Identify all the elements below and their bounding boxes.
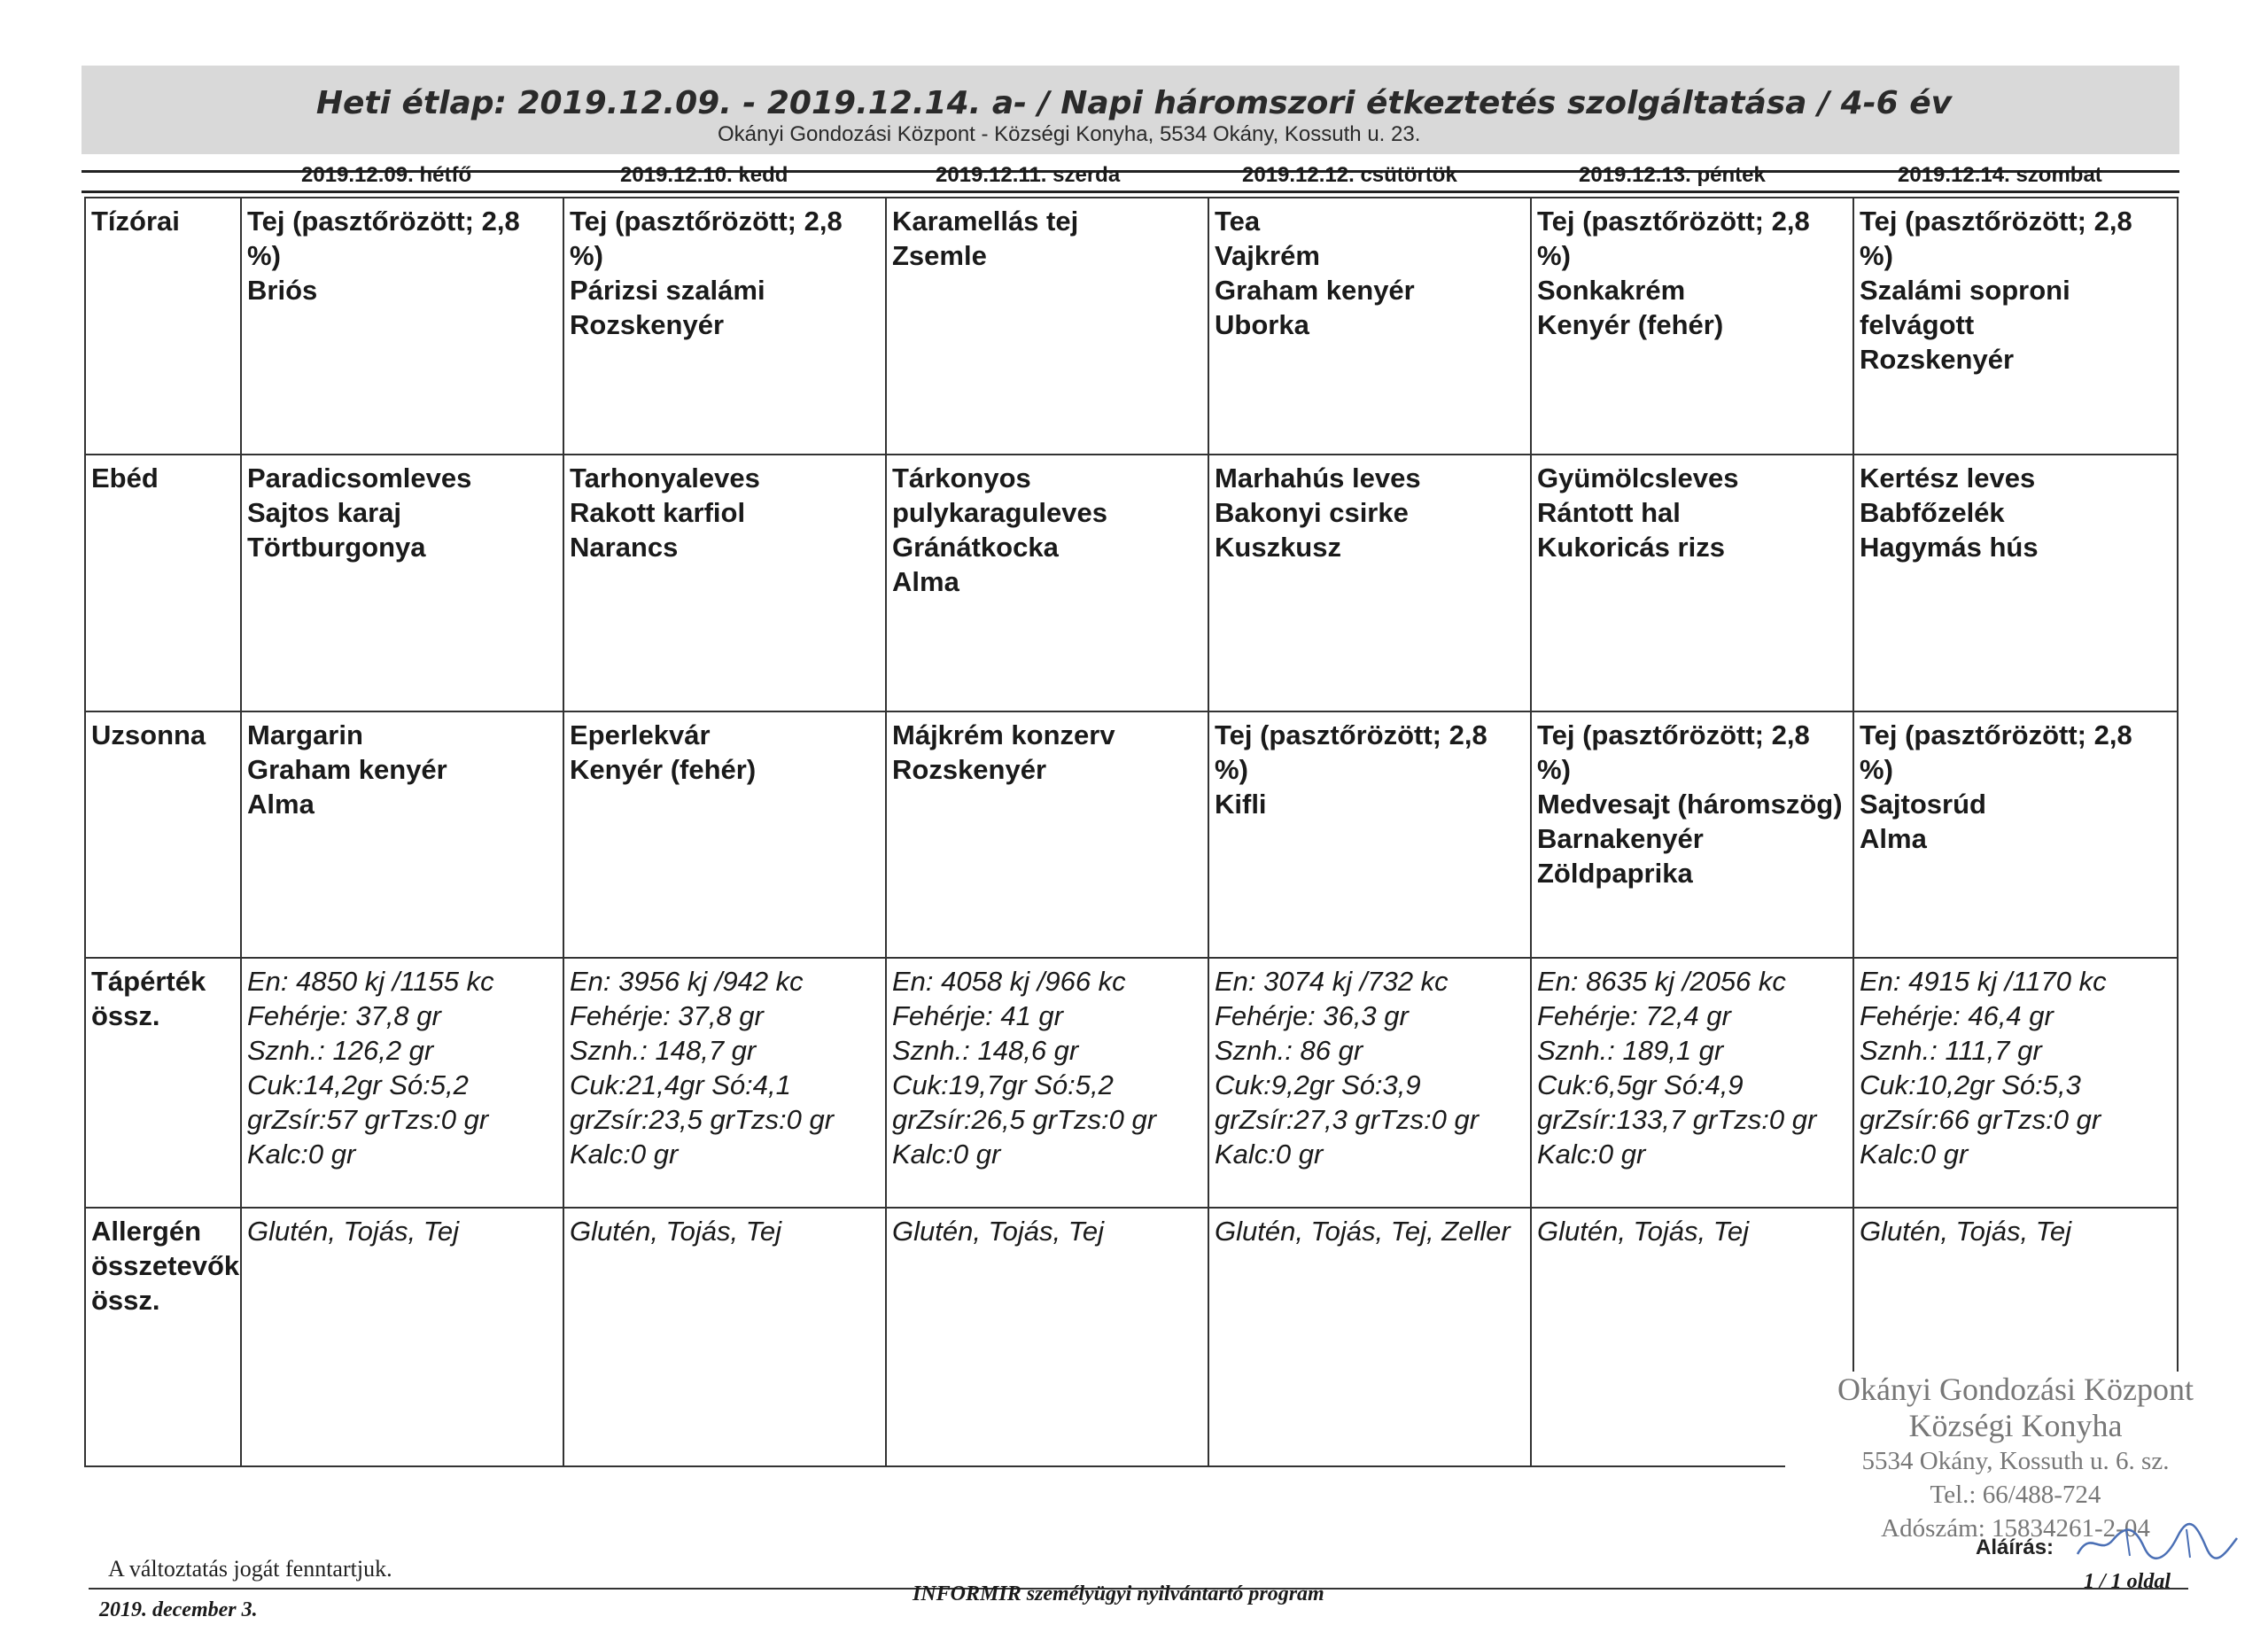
nutrition-value: Kalc:0 gr	[247, 1139, 356, 1170]
row-label-taperte: Tápérték össz.	[85, 958, 241, 1208]
allergen-list: Glutén, Tojás, Tej	[247, 1216, 459, 1247]
menu-item: Bakonyi csirke	[1215, 497, 1409, 528]
menu-item: Alma	[247, 789, 315, 820]
weekly-menu-table	[84, 197, 2179, 1467]
allergen-list: Glutén, Tojás, Tej	[570, 1216, 781, 1247]
footer-date: 2019. december 3.	[99, 1598, 258, 1621]
day-headers	[239, 163, 2188, 190]
menu-item: Tej (pasztőrözött; 2,8 %)	[247, 206, 520, 271]
menu-item: Eperlekvár	[570, 719, 711, 750]
row-label-tizorai: Tízórai	[85, 198, 241, 455]
menu-item: Graham kenyér	[1215, 275, 1415, 306]
nutrition-value: Fehérje: 37,8 gr	[247, 1000, 441, 1031]
menu-item: Zsemle	[892, 240, 987, 271]
nutrition-value: Fehérje: 72,4 gr	[1537, 1000, 1731, 1031]
nutrition-value: En: 8635 kj /2056 kc	[1537, 966, 1786, 997]
nutrition-value: En: 4915 kj /1170 kc	[1860, 966, 2107, 997]
menu-item: Tarhonyaleves	[570, 463, 760, 494]
menu-item: Kifli	[1215, 789, 1267, 820]
nutrition-value: Cuk:14,2gr Só:5,2 grZsír:57 grTzs:0 gr	[247, 1069, 489, 1135]
menu-item: Tej (pasztőrözött; 2,8 %)	[1860, 719, 2132, 785]
menu-item: Hagymás hús	[1860, 532, 2039, 563]
menu-item: Párizsi szalámi	[570, 275, 765, 306]
menu-item: Sajtos karaj	[247, 497, 402, 528]
document-title: Heti étlap: 2019.12.09. - 2019.12.14. a- / Napi háromszori étkeztetés szolgáltatása / 4-6 év	[315, 85, 1953, 121]
menu-item: Kenyér (fehér)	[570, 754, 757, 785]
page-number: 1 / 1 oldal	[2084, 1570, 2171, 1593]
menu-item: Vajkrém	[1215, 240, 1320, 271]
nutrition-value: Cuk:9,2gr Só:3,9 grZsír:27,3 grTzs:0 gr	[1215, 1069, 1480, 1135]
nutrition-value: En: 4058 kj /966 kc	[892, 966, 1126, 997]
nutrition-value: Cuk:21,4gr Só:4,1 grZsír:23,5 grTzs:0 gr	[570, 1069, 835, 1135]
menu-item: Marhahús leves	[1215, 463, 1421, 494]
menu-cell	[563, 198, 886, 455]
nutrition-value: Sznh.: 126,2 gr	[247, 1035, 434, 1066]
menu-item: Briós	[247, 275, 318, 306]
menu-cell	[886, 455, 1208, 711]
menu-item: Tea	[1215, 206, 1261, 237]
nutrition-value: Kalc:0 gr	[1860, 1139, 1969, 1170]
nutrition-value: Fehérje: 46,4 gr	[1860, 1000, 2054, 1031]
menu-cell	[241, 455, 563, 711]
allergen-cell	[1208, 1208, 1531, 1466]
menu-item: Tej (pasztőrözött; 2,8 %)	[1537, 206, 1810, 271]
row-ebed	[85, 455, 2178, 711]
nutrition-cell	[1208, 958, 1531, 1208]
nutrition-value: En: 3074 kj /732 kc	[1215, 966, 1449, 997]
allergen-cell	[563, 1208, 886, 1466]
menu-cell	[1531, 198, 1853, 455]
nutrition-value: En: 4850 kj /1155 kc	[247, 966, 494, 997]
menu-item: Tej (pasztőrözött; 2,8 %)	[1215, 719, 1487, 785]
nutrition-value: Fehérje: 36,3 gr	[1215, 1000, 1409, 1031]
menu-cell	[886, 198, 1208, 455]
stamp-line: 5534 Okány, Kossuth u. 6. sz.	[1861, 1447, 2170, 1475]
menu-item: Gyümölcsleves	[1537, 463, 1739, 494]
menu-item: Barnakenyér	[1537, 823, 1704, 854]
menu-item: Törtburgonya	[247, 532, 426, 563]
menu-cell	[1853, 455, 2178, 711]
menu-item: Medvesajt (háromszög)	[1537, 789, 1843, 820]
nutrition-value: Kalc:0 gr	[1537, 1139, 1646, 1170]
menu-item: Rakott karfiol	[570, 497, 746, 528]
menu-item: Zöldpaprika	[1537, 858, 1693, 889]
nutrition-value: Fehérje: 41 gr	[892, 1000, 1063, 1031]
menu-item: Májkrém konzerv	[892, 719, 1115, 750]
menu-item: Margarin	[247, 719, 363, 750]
menu-item: Tej (pasztőrözött; 2,8 %)	[570, 206, 843, 271]
menu-item: Sonkakrém	[1537, 275, 1686, 306]
menu-item: Uborka	[1215, 309, 1309, 340]
document-subtitle: Okányi Gondozási Központ - Községi Konyha, 5534 Okány, Kossuth u. 23.	[718, 122, 1421, 146]
menu-cell	[241, 198, 563, 455]
row-taperte	[85, 958, 2178, 1208]
stamp-line: Adószám: 15834261-2-04	[1881, 1514, 2150, 1543]
menu-item: Rozskenyér	[892, 754, 1047, 785]
footer-program: INFORMIR személyügyi nyilvántartó program	[913, 1582, 1324, 1605]
menu-cell	[886, 711, 1208, 958]
menu-cell	[1208, 198, 1531, 455]
menu-item: Babfőzelék	[1860, 497, 2005, 528]
nutrition-cell	[1853, 958, 2178, 1208]
day-header-divider	[82, 190, 2179, 193]
nutrition-value: Sznh.: 148,6 gr	[892, 1035, 1079, 1066]
menu-cell	[563, 455, 886, 711]
nutrition-value: Kalc:0 gr	[1215, 1139, 1324, 1170]
menu-item: Kertész leves	[1860, 463, 2036, 494]
menu-item: Gránátkocka	[892, 532, 1059, 563]
nutrition-value: Sznh.: 111,7 gr	[1860, 1035, 2042, 1066]
menu-item: Alma	[892, 566, 959, 597]
allergen-list: Glutén, Tojás, Tej	[892, 1216, 1104, 1247]
nutrition-value: Sznh.: 86 gr	[1215, 1035, 1363, 1066]
nutrition-value: Cuk:10,2gr Só:5,3 grZsír:66 grTzs:0 gr	[1860, 1069, 2101, 1135]
nutrition-cell	[1531, 958, 1853, 1208]
row-label-ebed: Ebéd	[85, 455, 241, 711]
menu-item: Graham kenyér	[247, 754, 447, 785]
allergen-list: Glutén, Tojás, Tej, Zeller	[1215, 1216, 1511, 1247]
allergen-list: Glutén, Tojás, Tej	[1860, 1216, 2071, 1247]
day-header-fri: 2019.12.13. péntek	[1579, 163, 1766, 187]
menu-cell	[563, 711, 886, 958]
stamp-line: Községi Konyha	[1908, 1408, 2123, 1443]
stamp-line: Tel.: 66/488-724	[1930, 1481, 2101, 1509]
menu-item: Rántott hal	[1537, 497, 1681, 528]
day-header-sat: 2019.12.14. szombat	[1898, 163, 2102, 187]
menu-cell	[1853, 198, 2178, 455]
menu-item: Rozskenyér	[1860, 344, 2015, 375]
menu-cell	[1853, 711, 2178, 958]
menu-item: Sajtosrúd	[1860, 789, 1986, 820]
nutrition-value: Kalc:0 gr	[892, 1139, 1001, 1170]
nutrition-value: Sznh.: 148,7 gr	[570, 1035, 757, 1066]
allergen-cell	[241, 1208, 563, 1466]
menu-cell	[1208, 455, 1531, 711]
menu-item: Szalámi soproni felvágott	[1860, 275, 2070, 340]
nutrition-value: Cuk:19,7gr Só:5,2 grZsír:26,5 grTzs:0 gr	[892, 1069, 1157, 1135]
day-header-mon: 2019.12.09. hétfő	[301, 163, 472, 187]
allergen-cell	[886, 1208, 1208, 1466]
nutrition-cell	[241, 958, 563, 1208]
row-label-uzsonna: Uzsonna	[85, 711, 241, 958]
handwritten-signature	[2073, 1520, 2241, 1565]
nutrition-cell	[563, 958, 886, 1208]
menu-item: Kuszkusz	[1215, 532, 1341, 563]
day-header-thu: 2019.12.12. csütörtök	[1242, 163, 1457, 187]
row-tizorai	[85, 198, 2178, 455]
signature-label: Aláírás:	[1976, 1535, 2054, 1559]
menu-item: Alma	[1860, 823, 1927, 854]
nutrition-cell	[886, 958, 1208, 1208]
menu-item: Tárkonyos pulykaraguleves	[892, 463, 1107, 528]
nutrition-value: Cuk:6,5gr Só:4,9 grZsír:133,7 grTzs:0 gr	[1537, 1069, 1817, 1135]
menu-item: Karamellás tej	[892, 206, 1079, 237]
menu-item: Kukoricás rizs	[1537, 532, 1725, 563]
menu-cell	[1208, 711, 1531, 958]
menu-item: Narancs	[570, 532, 679, 563]
nutrition-value: Kalc:0 gr	[570, 1139, 679, 1170]
institution-stamp	[1785, 1372, 2246, 1545]
stamp-line: Okányi Gondozási Központ	[1837, 1372, 2194, 1407]
menu-cell	[1531, 711, 1853, 958]
nutrition-value: Fehérje: 37,8 gr	[570, 1000, 764, 1031]
menu-item: Rozskenyér	[570, 309, 725, 340]
row-label-allergen: Allergén összetevők össz.	[85, 1208, 241, 1466]
menu-item: Paradicsomleves	[247, 463, 472, 494]
nutrition-value: Sznh.: 189,1 gr	[1537, 1035, 1724, 1066]
day-header-tue: 2019.12.10. kedd	[620, 163, 788, 187]
allergen-list: Glutén, Tojás, Tej	[1537, 1216, 1749, 1247]
menu-cell	[1531, 455, 1853, 711]
menu-item: Tej (pasztőrözött; 2,8 %)	[1537, 719, 1810, 785]
menu-item: Kenyér (fehér)	[1537, 309, 1724, 340]
menu-cell	[241, 711, 563, 958]
nutrition-value: En: 3956 kj /942 kc	[570, 966, 804, 997]
row-uzsonna	[85, 711, 2178, 958]
footer-note: A változtatás jogát fenntartjuk.	[108, 1556, 392, 1582]
menu-item: Tej (pasztőrözött; 2,8 %)	[1860, 206, 2132, 271]
day-header-wed: 2019.12.11. szerda	[936, 163, 1121, 187]
